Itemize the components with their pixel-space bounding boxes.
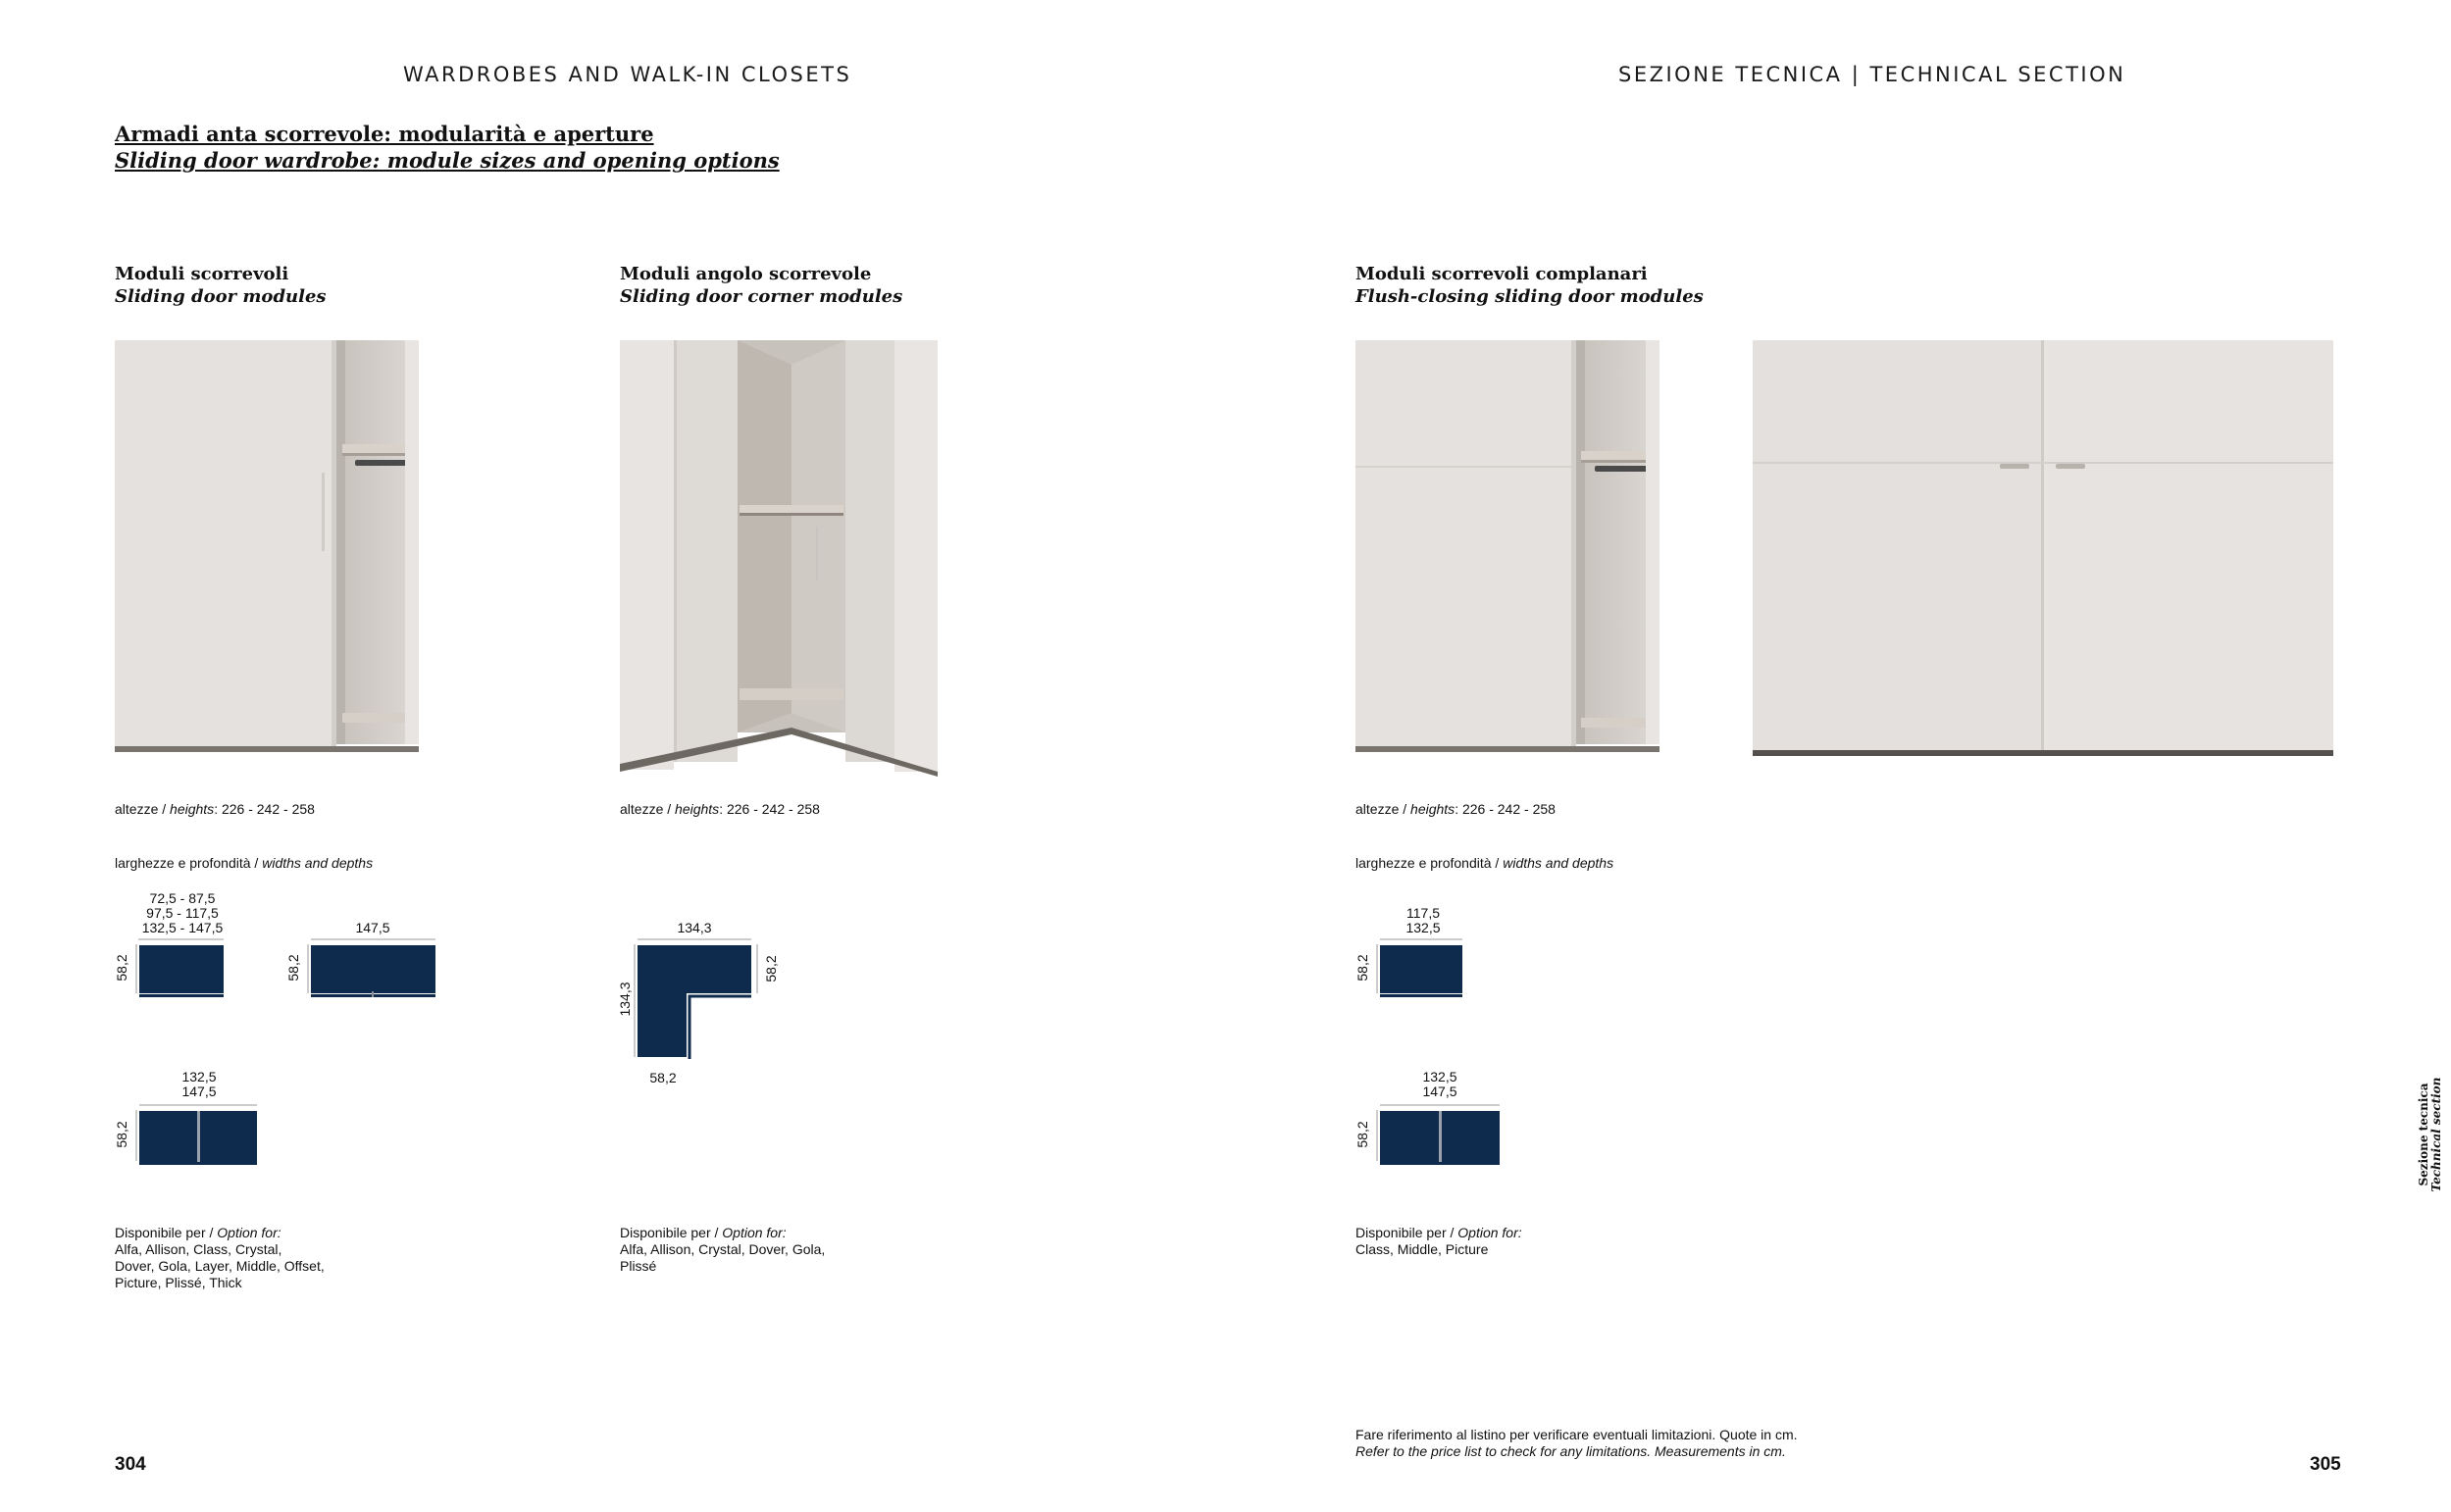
corner-wardrobe-image — [620, 340, 938, 777]
dim-value: 72,5 - 87,5 — [149, 890, 216, 906]
heading-it: Moduli scorrevoli — [115, 264, 289, 284]
heading-it: Moduli angolo scorrevole — [620, 264, 872, 284]
heights-label-en: heights — [170, 801, 215, 817]
dim-label-a-top — [119, 891, 246, 935]
footnote — [1355, 1427, 1798, 1460]
heights-text-corner — [620, 801, 820, 818]
heights-label: altezze / — [620, 801, 676, 817]
flush-wardrobe-open-image — [1355, 340, 1660, 754]
header-right: SEZIONE TECNICA | TECHNICAL SECTION — [1618, 63, 2126, 86]
dim-value: 147,5 — [181, 1084, 217, 1099]
dim-value: 132,5 - 147,5 — [141, 920, 224, 935]
flush-module-b-diagram — [1374, 1102, 1506, 1167]
options-corner — [620, 1225, 825, 1275]
dim-value: 132,5 — [181, 1069, 217, 1084]
dim-value: 97,5 - 117,5 — [146, 905, 219, 921]
option-label-en: Option for: — [217, 1225, 281, 1240]
dim-label-c-top — [160, 1070, 238, 1099]
options-flush — [1355, 1225, 1522, 1258]
option-label: Disponibile per / — [620, 1225, 723, 1240]
dim-label-corner-right: 58,2 — [763, 955, 779, 983]
footnote-it: Fare riferimento al listino per verificare eventuali limitazioni. Quote in cm. — [1355, 1427, 1798, 1442]
dim-value: 147,5 — [1422, 1084, 1457, 1099]
dim-value: 132,5 — [1405, 920, 1441, 935]
widths-label: larghezze e profondità / — [1355, 855, 1504, 871]
sliding-wardrobe-image — [115, 340, 419, 754]
dim-label-c-side: 58,2 — [114, 1121, 129, 1148]
dim-label-flush-a-side: 58,2 — [1354, 954, 1370, 982]
page-number-right: 305 — [2310, 1454, 2341, 1475]
module-a-diagram — [133, 936, 231, 1001]
dim-label-flush-b-side: 58,2 — [1354, 1121, 1370, 1148]
header-left: WARDROBES AND WALK-IN CLOSETS — [403, 63, 852, 86]
heights-text-sliding — [115, 801, 315, 818]
option-line: Plissé — [620, 1258, 657, 1274]
dim-label-flush-a-top — [1384, 906, 1462, 935]
widths-text-sliding — [115, 855, 373, 872]
heights-values: : 226 - 242 - 258 — [1455, 801, 1556, 817]
option-label: Disponibile per / — [1355, 1225, 1458, 1240]
module-c-diagram — [133, 1102, 263, 1167]
heights-label: altezze / — [115, 801, 171, 817]
heights-label: altezze / — [1355, 801, 1411, 817]
option-line: Class, Middle, Picture — [1355, 1241, 1489, 1257]
option-line: Alfa, Allison, Crystal, Dover, Gola, — [620, 1241, 826, 1257]
option-line: Picture, Plissé, Thick — [115, 1275, 242, 1290]
column-heading-corner — [620, 263, 902, 308]
heights-label-en: heights — [675, 801, 720, 817]
heights-values: : 226 - 242 - 258 — [214, 801, 315, 817]
dim-label-flush-b-top — [1401, 1070, 1479, 1099]
page-number-left: 304 — [115, 1454, 146, 1475]
heights-text-flush — [1355, 801, 1556, 818]
heading-it: Moduli scorrevoli complanari — [1355, 264, 1648, 284]
dim-label-corner-left: 134,3 — [617, 982, 633, 1017]
side-tab-en: Technical section — [2429, 1077, 2443, 1192]
heights-values: : 226 - 242 - 258 — [719, 801, 820, 817]
dim-label-a-side: 58,2 — [114, 954, 129, 982]
heading-en: Sliding door modules — [115, 286, 327, 307]
flush-wardrobe-closed-image — [1753, 340, 2333, 760]
option-label: Disponibile per / — [115, 1225, 218, 1240]
dim-label-b-top: 147,5 — [355, 920, 390, 935]
flush-module-a-diagram — [1374, 936, 1468, 1001]
dim-value: 132,5 — [1422, 1069, 1457, 1084]
widths-label-en: widths and depths — [1503, 855, 1614, 871]
footnote-en: Refer to the price list to check for any limitations. Measurements in cm. — [1355, 1443, 1786, 1459]
corner-module-diagram — [632, 936, 763, 1064]
option-line: Alfa, Allison, Class, Crystal, — [115, 1241, 282, 1257]
option-line: Dover, Gola, Layer, Middle, Offset, — [115, 1258, 325, 1274]
heading-en: Sliding door corner modules — [620, 286, 903, 307]
side-tab-it: Sezione tecnica — [2417, 1083, 2430, 1186]
dim-label-b-side: 58,2 — [285, 954, 301, 982]
option-label-en: Option for: — [1457, 1225, 1522, 1240]
heights-label-en: heights — [1410, 801, 1455, 817]
widths-label-en: widths and depths — [262, 855, 374, 871]
option-label-en: Option for: — [722, 1225, 787, 1240]
module-b-diagram — [305, 936, 442, 1001]
column-heading-sliding — [115, 263, 327, 308]
page-title-it: Armadi anta scorrevole: modularità e aperture — [115, 122, 654, 146]
widths-text-flush — [1355, 855, 1613, 872]
dim-label-corner-bottom: 58,2 — [649, 1070, 677, 1085]
dim-value: 117,5 — [1406, 905, 1440, 921]
heading-en: Flush-closing sliding door modules — [1355, 286, 1704, 307]
dim-label-corner-top: 134,3 — [677, 920, 712, 935]
column-heading-flush — [1355, 263, 1704, 308]
page-title-en: Sliding door wardrobe: module sizes and opening options — [115, 148, 780, 173]
options-sliding — [115, 1225, 325, 1291]
side-tab — [2415, 1079, 2446, 1196]
widths-label: larghezze e profondità / — [115, 855, 263, 871]
